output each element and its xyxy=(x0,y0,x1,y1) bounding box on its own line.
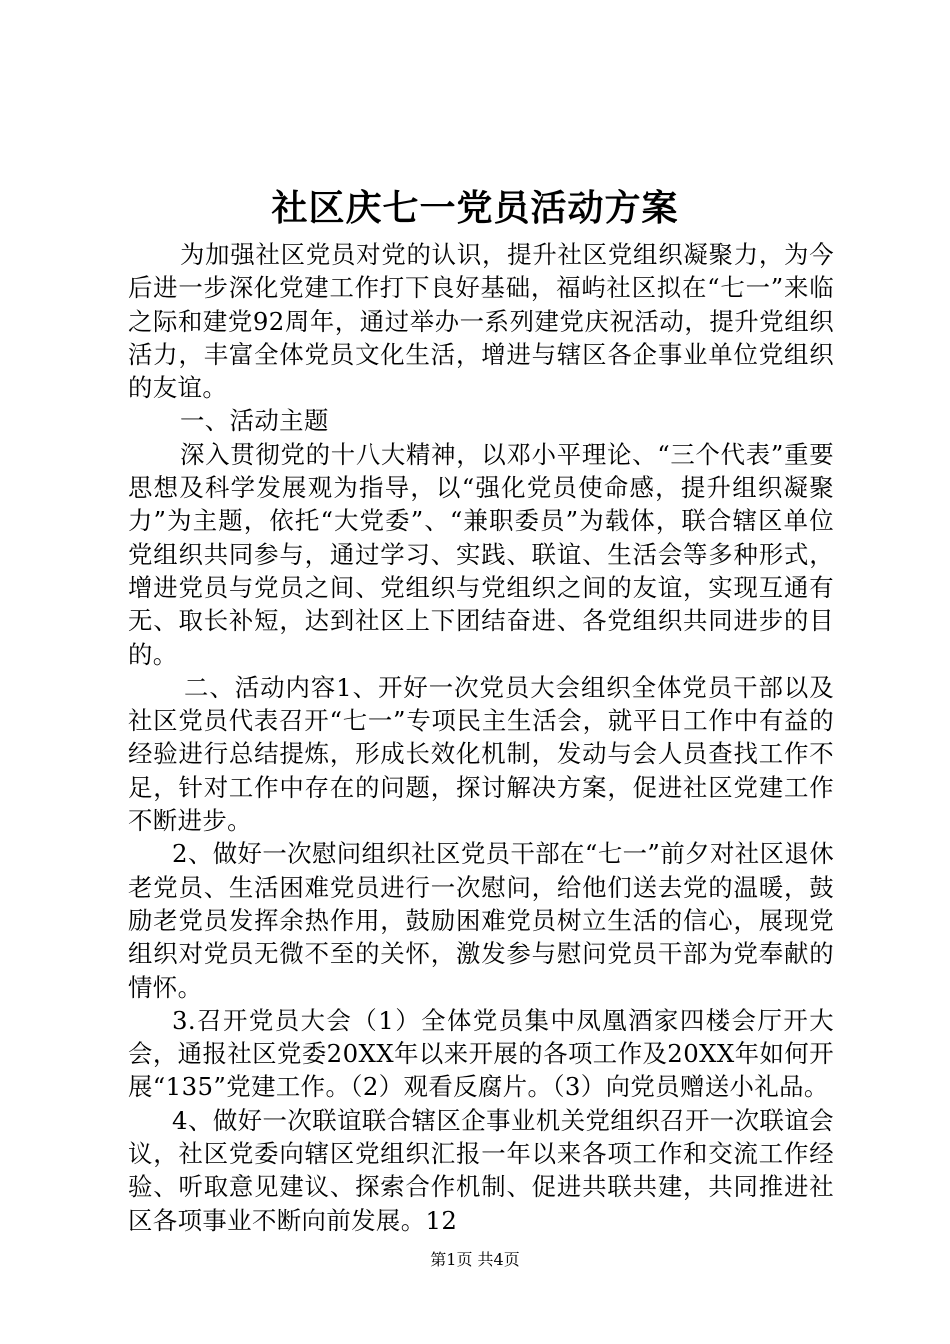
content-paragraph-2: 2、做好一次慰问组织社区党员干部在“七一”前夕对社区退休老党员、生活困难党员进行一次慰问，给他们送去党的温暖，鼓励老党员发挥余热作用，鼓励困难党员树立生活的信心，展现党组织对党员无微不至的关怀，激发参与慰问党员干部为党奉献的情怀。 xyxy=(128,839,834,1002)
section-heading-theme: 一、活动主题 xyxy=(180,406,329,436)
theme-paragraph: 深入贯彻党的十八大精神，以邓小平理论、“三个代表”重要思想及科学发展观为指导，以“强化党员使命感，提升组织凝聚力”为主题，依托“大党委”、“兼职委员”为载体，联合辖区单位党组织共同参与，通过学习、实践、联谊、生活会等多种形式，增进党员与党员之间、党组织与党组织之间的友谊，实现互通有无、取长补短，达到社区上下团结奋进、各党组织共同进步的目的。 xyxy=(128,439,834,669)
intro-paragraph: 为加强社区党员对党的认识，提升社区党组织凝聚力，为今后进一步深化党建工作打下良好基础，福屿社区拟在“七一”来临之际和建党92周年，通过举办一系列建党庆祝活动，提升党组织活力，丰富全体党员文化生活，增进与辖区各企事业单位党组织的友谊。 xyxy=(128,240,834,403)
content-paragraph-3: 3.召开党员大会（1）全体党员集中凤凰酒家四楼会厅开大会，通报社区党委20XX年以来开展的各项工作及20XX年如何开展“135”党建工作。（2）观看反腐片。（3）向党员赠送小礼品。 xyxy=(128,1005,834,1102)
content-paragraph-1: 二、活动内容1、开好一次党员大会组织全体党员干部以及社区党员代表召开“七一”专项民主生活会，就平日工作中有益的经验进行总结提炼，形成长效化机制，发动与会人员查找工作不足，针对工作中存在的问题，探讨解决方案，促进社区党建工作不断进步。 xyxy=(128,672,834,836)
page-footer: 第1页 共4页 xyxy=(430,1250,520,1269)
document-body xyxy=(128,238,834,1237)
document-title: 社区庆七一党员活动方案 xyxy=(271,187,679,229)
content-paragraph-4: 4、做好一次联谊联合辖区企事业机关党组织召开一次联谊会议，社区党委向辖区党组织汇报一年以来各项工作和交流工作经验、听取意见建议、探索合作机制、促进共联共建，共同推进社区各项事业不断向前发展。12 xyxy=(128,1105,834,1235)
